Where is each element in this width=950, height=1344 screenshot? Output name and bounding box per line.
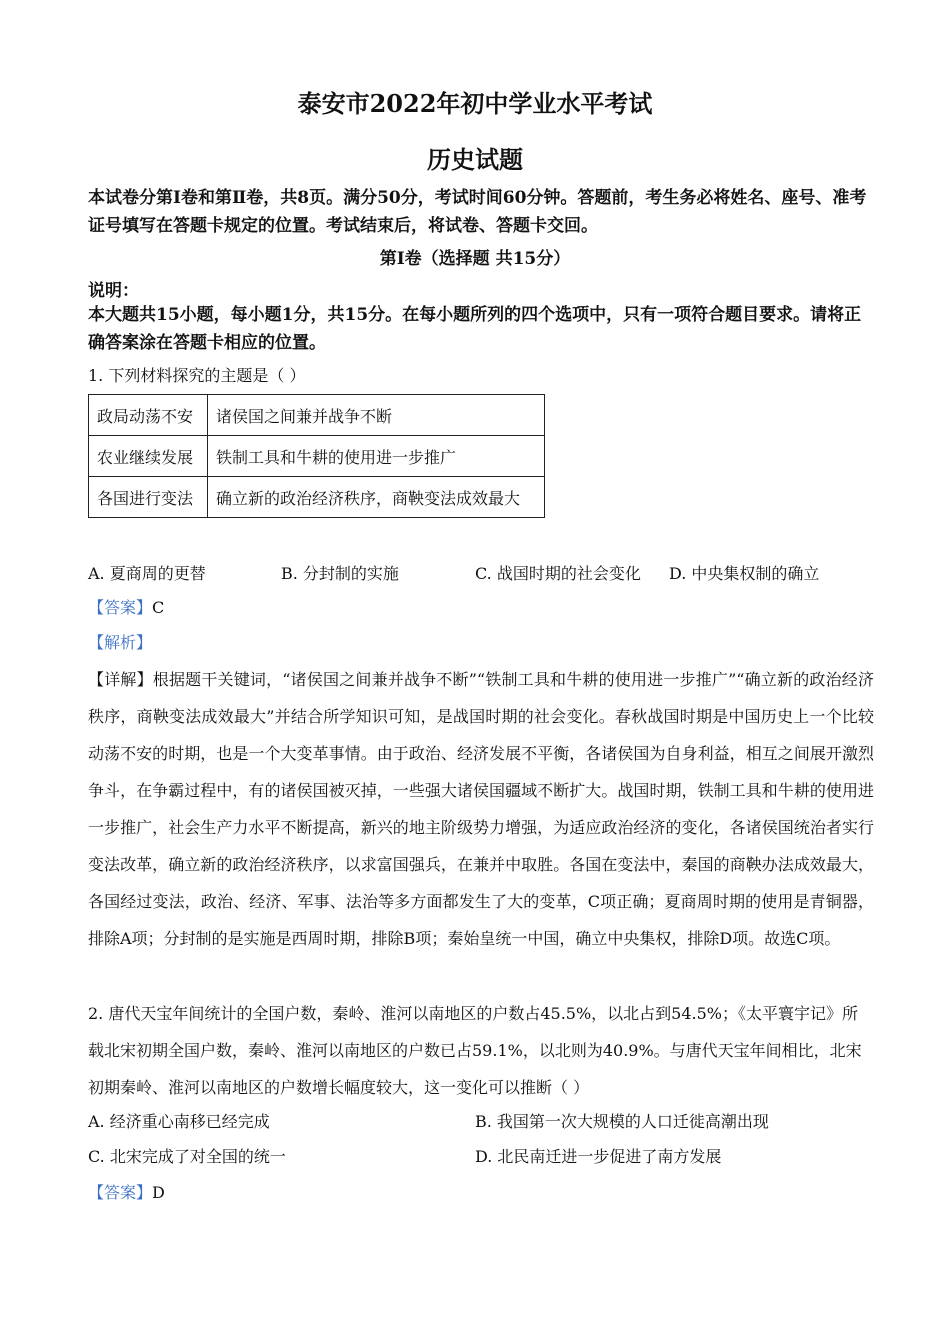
- q2-option-a: A. 经济重心南移已经完成: [88, 1112, 270, 1131]
- table-cell: 确立新的政治经济秩序，商鞅变法成效最大: [208, 477, 545, 518]
- table-cell: 铁制工具和牛耕的使用进一步推广: [208, 436, 545, 477]
- table-cell: 政局动荡不安: [89, 395, 208, 436]
- answer-value: C: [152, 598, 165, 617]
- table-row: [89, 477, 545, 518]
- q2-answer: [88, 1180, 165, 1203]
- q2-option-b: B. 我国第一次大规模的人口迁徙高潮出现: [475, 1112, 769, 1131]
- table-cell: 各国进行变法: [89, 477, 208, 518]
- question-2-stem: 2. 唐代天宝年间统计的全国户数，秦岭、淮河以南地区的户数占45.5%，以北占到54.5%；《太平寰宇记》所载北宋初期全国户数，秦岭、淮河以南地区的户数已占59.1%，以北则为40.9%。与唐代天宝年间相比，北宋初期秦岭、淮河以南地区的户数增长幅度较大，这一变化可以推断（ ）: [88, 1004, 862, 1097]
- answer-tag: 【答案】: [88, 598, 153, 617]
- q1-answer: [88, 595, 164, 618]
- section-heading: 第Ⅰ卷（选择题 共15分）: [379, 249, 571, 269]
- detail-text: 根据题干关键词，“诸侯国之间兼并战争不断”“铁制工具和牛耕的使用进一步推广”“确立新的政治经济秩序，商鞅变法成效最大”并结合所学知识可知，是战国时期的社会变化。春秋战国时期是中国历史上一个比较动荡不安的时期，也是一个大变革事情。由于政治、经济发展不平衡，各诸侯国为自身利益，相互之间展开激烈争斗，在争霸过程中，有的诸侯国被灭掉，一些强大诸侯国疆域不断扩大。战国时期，铁制工具和牛耕的使用进一步推广，社会生产力水平不断提高，新兴的地主阶级势力增强，为适应政治经济的变化，各诸侯国统治者实行变法改革，确立新的政治经济秩序，以求富国强兵，在兼并中取胜。各国在变法中，秦国的商鞅办法成效最大，各国经过变法，政治、经济、军事、法治等多方面都发生了大的变革，C项正确；夏商周时期的使用是青铜器，排除A项；分封制的是实施是西周时期，排除B项；秦始皇统一中国，确立中央集权，排除D项。故选C项。: [88, 670, 874, 948]
- table-cell: 诸侯国之间兼并战争不断: [208, 395, 545, 436]
- answer-tag: 【答案】: [88, 1183, 153, 1202]
- q1-option-b: B. 分封制的实施: [281, 564, 399, 583]
- answer-value: D: [152, 1183, 165, 1202]
- table-cell: 农业继续发展: [89, 436, 208, 477]
- analysis-tag: 【解析】: [88, 633, 153, 652]
- material-table: [88, 394, 545, 518]
- q1-option-a: A. 夏商周的更替: [88, 564, 206, 583]
- q2-option-c: C. 北宋完成了对全国的统一: [88, 1147, 286, 1166]
- q1-option-c: C. 战国时期的社会变化: [475, 564, 641, 583]
- detail-tag: 【详解】: [88, 670, 153, 689]
- q1-option-d: D. 中央集权制的确立: [669, 564, 820, 583]
- instruction-text: 本大题共15小题，每小题1分，共15分。在每小题所列的四个选项中，只有一项符合题目要求。请将正确答案涂在答题卡相应的位置。: [88, 305, 862, 353]
- table-row: [89, 436, 545, 477]
- q1-analysis-label: [88, 630, 152, 653]
- q1-detail: [88, 661, 874, 957]
- exam-intro: 本试卷分第Ⅰ卷和第Ⅱ卷，共8页。满分50分，考试时间60分钟。答题前，考生务必将姓名、座号、准考证号填写在答题卡规定的位置。考试结束后，将试卷、答题卡交回。: [88, 188, 867, 236]
- subject-title: 历史试题: [427, 145, 523, 174]
- q2-option-d: D. 北民南迁进一步促进了南方发展: [475, 1147, 722, 1166]
- question-1-stem: 1. 下列材料探究的主题是（ ）: [88, 366, 306, 385]
- exam-title: 泰安市2022年初中学业水平考试: [297, 89, 653, 118]
- note-label: 说明：: [88, 281, 139, 301]
- table-row: [89, 395, 545, 436]
